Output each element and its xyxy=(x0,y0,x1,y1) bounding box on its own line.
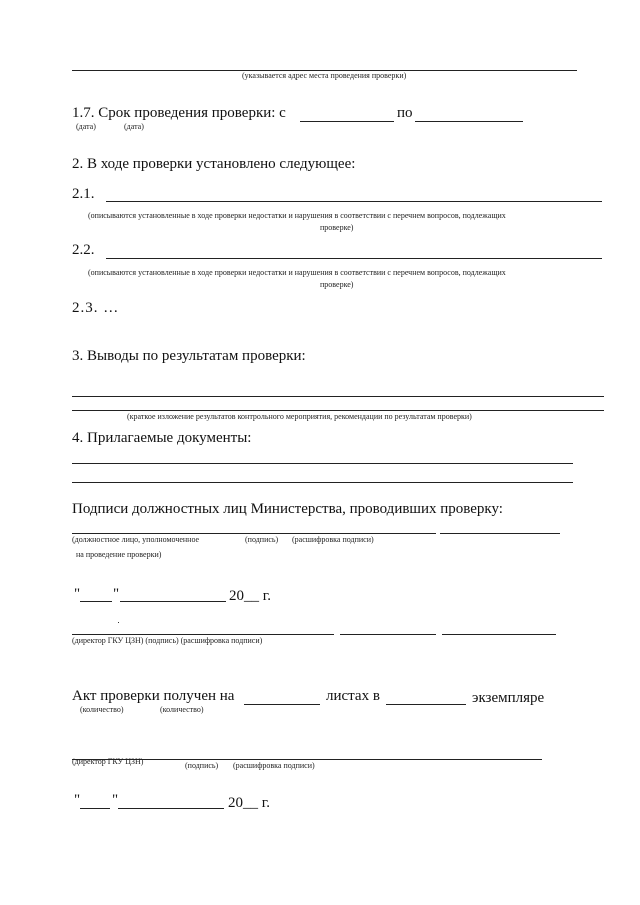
item-2-2-caption-2: проверке) xyxy=(320,280,354,289)
director1-caption: (директор ГКУ ЦЗН) (подпись) (расшифровка подписи) xyxy=(72,636,263,645)
director1-line-2[interactable] xyxy=(340,634,436,635)
item-2-2-label: 2.2. xyxy=(72,242,95,258)
date1-year: 20__ г. xyxy=(229,588,271,604)
director1-line-1[interactable] xyxy=(72,634,334,635)
date-caption-2: (дата) xyxy=(124,122,144,131)
signature-line-decoding[interactable] xyxy=(440,533,560,534)
act-caption-qty-2: (количество) xyxy=(160,705,204,714)
act-received-middle: листах в xyxy=(326,688,380,704)
date1-day-line[interactable] xyxy=(80,601,112,602)
date-from-line[interactable] xyxy=(300,121,394,122)
section-3-caption: (краткое изложение результатов контрольного мероприятия, рекомендации по результатам проверки) xyxy=(127,412,472,421)
item-2-1-label: 2.1. xyxy=(72,186,95,202)
director1-line-3[interactable] xyxy=(442,634,556,635)
director2-caption-decoding: (расшифровка подписи) xyxy=(233,761,315,770)
signature-line-position[interactable] xyxy=(72,533,436,534)
date-caption-1: (дата) xyxy=(76,122,96,131)
item-2-1-caption-2: проверке) xyxy=(320,223,354,232)
section-3-line-2[interactable] xyxy=(72,410,604,411)
section-4-line-1[interactable] xyxy=(72,463,573,464)
date-to-line[interactable] xyxy=(415,121,523,122)
act-received-suffix: экземпляре xyxy=(472,690,545,706)
date2-day-line[interactable] xyxy=(80,808,110,809)
address-caption: (указывается адрес места проведения проверки) xyxy=(242,71,407,80)
date2-quote-open: " xyxy=(74,792,81,808)
inspection-period-label: 1.7. Срок проведения проверки: с xyxy=(72,105,286,121)
date2-year: 20__ г. xyxy=(228,795,270,811)
date1-quote-close: " xyxy=(113,586,120,602)
section-3-heading: 3. Выводы по результатам проверки: xyxy=(72,348,306,364)
inspection-period-po: по xyxy=(397,105,413,121)
item-2-2-caption-1: (описываются установленные в ходе проверки недостатки и нарушения в соответствии с перечнем вопросов, подлежащих xyxy=(88,268,506,277)
item-2-3-label: 2.3. … xyxy=(72,300,120,316)
item-2-1-caption-1: (описываются установленные в ходе проверки недостатки и нарушения в соответствии с перечнем вопросов, подлежащих xyxy=(88,211,506,220)
date2-quote-close: " xyxy=(112,792,119,808)
act-sheets-line[interactable] xyxy=(244,704,320,705)
director2-caption-signature: (подпись) xyxy=(185,761,219,770)
date2-month-line[interactable] xyxy=(118,808,224,809)
section-3-line-1[interactable] xyxy=(72,396,604,397)
act-copies-line[interactable] xyxy=(386,704,466,705)
item-2-2-line[interactable] xyxy=(106,258,602,259)
date1-quote-open: " xyxy=(74,586,81,602)
signatures-heading: Подписи должностных лиц Министерства, проводивших проверку: xyxy=(72,501,503,517)
date1-month-line[interactable] xyxy=(120,601,226,602)
section-4-line-2[interactable] xyxy=(72,482,573,483)
item-2-1-line[interactable] xyxy=(106,201,602,202)
caption-signature: (подпись) xyxy=(245,535,279,544)
caption-decoding: (расшифровка подписи) xyxy=(292,535,374,544)
caption-position-2: на проведение проверки) xyxy=(76,550,162,559)
stray-dot xyxy=(118,622,119,623)
director2-caption-director: (директор ГКУ ЦЗН) xyxy=(72,757,144,766)
act-caption-qty-1: (количество) xyxy=(80,705,124,714)
section-2-heading: 2. В ходе проверки установлено следующее: xyxy=(72,156,356,172)
act-received-prefix: Акт проверки получен на xyxy=(72,688,235,704)
caption-position: (должностное лицо, уполномоченное xyxy=(72,535,200,544)
section-4-heading: 4. Прилагаемые документы: xyxy=(72,430,252,446)
